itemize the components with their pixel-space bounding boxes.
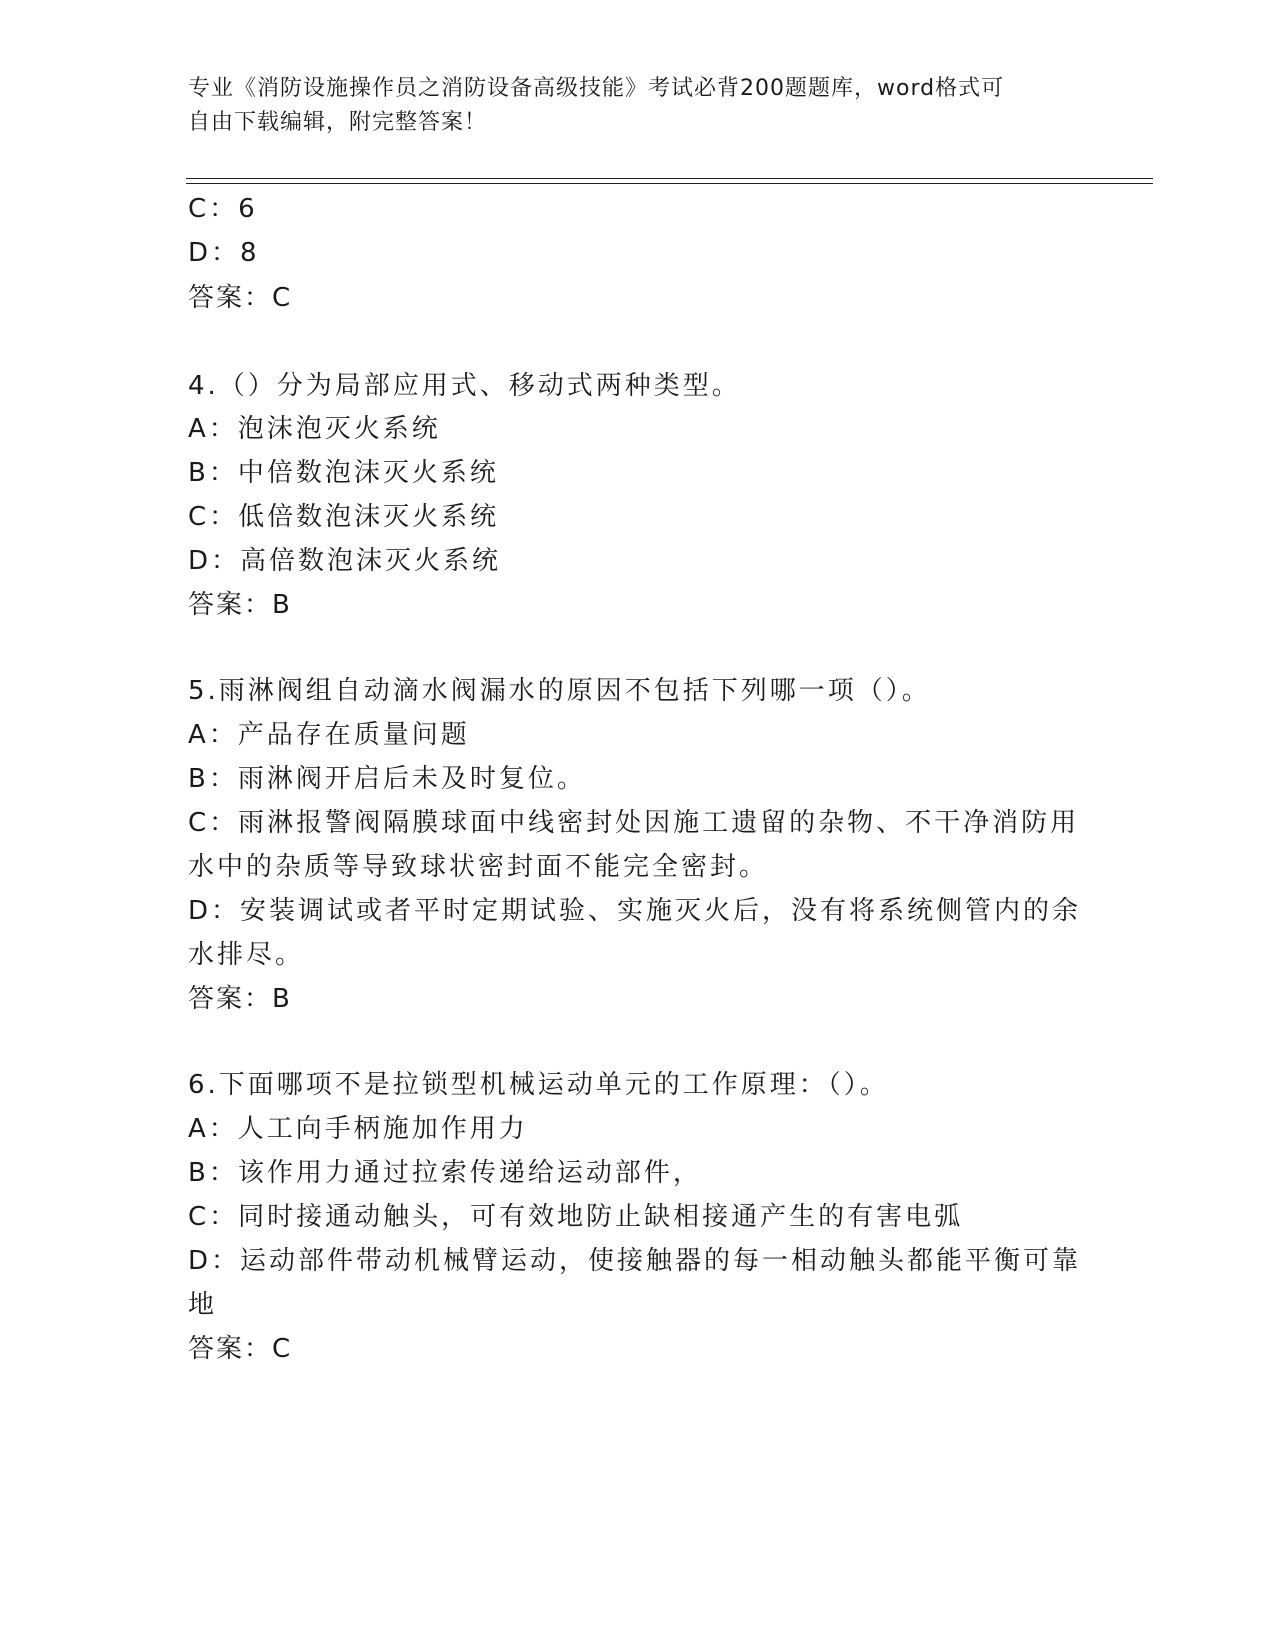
- q6-option-d-line-2: 地: [188, 1290, 218, 1320]
- q6-option-c: C：同时接通动触头，可有效地防止缺相接通产生的有害电弧: [188, 1202, 964, 1232]
- q6-option-a: A：人工向手柄施加作用力: [188, 1114, 528, 1144]
- q5-option-c-line-1: C：雨淋报警阀隔膜球面中线密封处因施工遗留的杂物、不干净消防用: [188, 808, 1080, 838]
- q5-question: 5.雨淋阀组自动滴水阀漏水的原因不包括下列哪一项（）。: [188, 676, 931, 706]
- q4-question: 4.（）分为局部应用式、移动式两种类型。: [188, 371, 741, 401]
- q4-option-a: A：泡沫泡灭火系统: [188, 414, 441, 444]
- q4-option-c: C：低倍数泡沫灭火系统: [188, 502, 500, 532]
- q3-option-c: C：6: [188, 194, 258, 224]
- document-header: [188, 72, 1068, 140]
- q3-option-d: D：8: [188, 238, 260, 268]
- q4-option-b: B：中倍数泡沫灭火系统: [188, 458, 499, 488]
- q5-option-b: B：雨淋阀开启后未及时复位。: [188, 764, 586, 794]
- q4-option-d: D：高倍数泡沫灭火系统: [188, 546, 502, 576]
- q6-option-b: B：该作用力通过拉索传递给运动部件，: [188, 1158, 702, 1188]
- q6-option-d-line-1: D：运动部件带动机械臂运动，使接触器的每一相动触头都能平衡可靠: [188, 1246, 1082, 1276]
- q5-option-d-line-2: 水排尽。: [188, 940, 305, 970]
- q6-answer: 答案：C: [188, 1334, 293, 1364]
- q5-option-c-line-2: 水中的杂质等导致球状密封面不能完全密封。: [188, 852, 769, 882]
- q5-option-d-line-1: D：安装调试或者平时定期试验、实施灭火后，没有将系统侧管内的余: [188, 896, 1082, 926]
- q3-answer: 答案：C: [188, 283, 293, 313]
- header-divider-top: [186, 178, 1153, 179]
- q5-answer: 答案：B: [188, 984, 292, 1014]
- header-title-line-2: 自由下载编辑，附完整答案！: [188, 110, 488, 135]
- header-divider-bottom: [186, 183, 1153, 184]
- q6-question: 6.下面哪项不是拉锁型机械运动单元的工作原理：（）。: [188, 1070, 889, 1100]
- q4-answer: 答案：B: [188, 590, 292, 620]
- header-title-line-1: 专业《消防设施操作员之消防设备高级技能》考试必背200题题库，word格式可: [188, 76, 1005, 101]
- q5-option-a: A：产品存在质量问题: [188, 720, 470, 750]
